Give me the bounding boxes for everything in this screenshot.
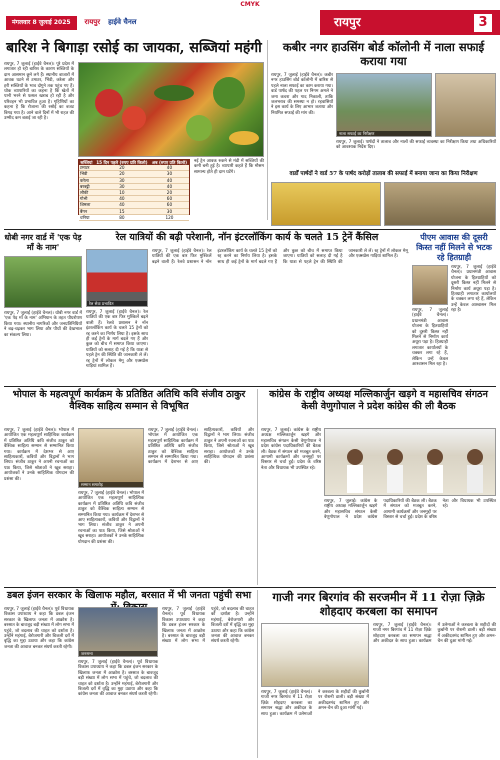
- double-engine-headline: डबल इंजन सरकार के खिलाफ महौल, बरसात में भी जनता पहुंची सभा: [6, 590, 252, 601]
- ghazi-headline: गाजी नगर बिरगांव की सरजमीन में 11 रोज़ा ज़िक्रे शोहदाए करबला का समापन: [272, 590, 485, 618]
- price-table: [79, 160, 189, 221]
- table-cell: 40: [150, 177, 189, 183]
- bhopal-body-2: रायपुर, 7 जुलाई (हाईवे चैनल)। भोपाल में आयोजित एक महत्वपूर्ण साहित्यिक कार्यक्रम में प्रतिष्ठित अतिथि कवि संजीव ठाकुर को वैश्विक साहित्य सम्मान से सम्मानित किया गया। कार्यक्रम में देशभर से आए साहित्यकारों, कवियों और विद्वानों ने भाग लिया। संजीव ठाकुर ने अपनी रचनाओं का पाठ किया, जिसे श्रोताओं ने खूब सराहा। आयोजकों ने उनके साहित्यिक योगदान की प्रशंसा की।: [148, 428, 254, 466]
- kabir-body-2: रायपुर, 7 जुलाई। पार्षदों ने तालाब और नालों की सफाई व्यवस्था का निरीक्षण किया तथा अधिकारियों को आवश्यक निर्देश दिए।: [336, 140, 496, 151]
- ghazi-photo: [261, 623, 369, 687]
- edition-city: रायपुर: [84, 17, 101, 26]
- table-row: [79, 214, 189, 220]
- table-cell: बरबट्टी: [79, 183, 94, 189]
- congress-headline: कांग्रेस के राष्ट्रीय अध्यक्ष मल्लिकार्जुन खड़गे व महासचिव संगठन केसी वेणुगोपाल ने प्रदेश कांग्रेस की ली बैठक: [269, 389, 488, 412]
- bhopal-body-3: रायपुर, 7 जुलाई (हाईवे चैनल)। भोपाल में आयोजित एक महत्वपूर्ण साहित्यिक कार्यक्रम में प्रतिष्ठित अतिथि कवि संजीव ठाकुर को वैश्विक साहित्य सम्मान से सम्मानित किया गया। कार्यक्रम में देशभर से आए साहित्यकारों, कवियों और विद्वानों ने भाग लिया। संजीव ठाकुर ने अपनी रचनाओं का पाठ किया, जिसे श्रोताओं ने खूब सराहा। आयोजकों ने उनके साहित्यिक योगदान की प्रशंसा की।: [78, 491, 144, 545]
- train-photo: [86, 249, 148, 307]
- dhobi-headline: धोबी नगर वार्ड में 'एक पेड़ माँ के नाम': [4, 232, 82, 252]
- table-cell: 10: [94, 190, 150, 196]
- issue-date: मंगलवार 8 जुलाई 2025: [6, 16, 77, 30]
- vegetable-price-table: [78, 159, 190, 220]
- newspaper-logo: [108, 17, 137, 26]
- logo-part-1: हाईवे: [108, 17, 121, 26]
- bhopal-photo-caption: सम्मान समारोह: [79, 482, 143, 487]
- table-cell: भिंडी: [79, 171, 94, 177]
- double-engine-photo: [78, 607, 158, 657]
- vegetables-photo: [78, 62, 264, 157]
- section-rule-2: [4, 386, 496, 387]
- table-cell: 30: [94, 177, 150, 183]
- table-header-cell: 15 दिन पहले (रुपए प्रति किलो): [94, 160, 150, 165]
- page-number: 3: [474, 14, 492, 32]
- pm-headline: पीएम आवास की दूसरी किस्त नहीं मिलने से भटक रहे हितग्राही: [416, 232, 492, 262]
- table-cell: 40: [150, 165, 189, 171]
- masthead-left: [0, 10, 320, 35]
- congress-body-2: रायपुर, 7 जुलाई। कांग्रेस के राष्ट्रीय अध्यक्ष मल्लिकार्जुन खड़गे और महासचिव संगठन केसी वेणुगोपाल ने प्रदेश कांग्रेस पदाधिकारियों की बैठक ली। बैठक में संगठन को मजबूत करने, आगामी कार्यक्रमों और जनमुद्दों पर विस्तार से चर्चा हुई। प्रदेश के वरिष्ठ नेता और विधायक भी उपस्थित रहे।: [324, 499, 496, 521]
- ghazi-body-2: रायपुर, 7 जुलाई (हाईवे चैनल)। गाजी नगर बिरगांव में 11 रोज़ा ज़िक्रे शोहदाए करबला का समापन श्रद्धा और अकीदत के साथ हुआ। कार्यक्रम में उलेमाओं ने करबला के शहीदों की कुर्बानी पर रोशनी डाली। बड़ी संख्या में अकीदतमंद शामिल हुए और अमन-चैन की दुआ मांगी गई।: [261, 690, 369, 717]
- table-cell: 60: [150, 202, 189, 208]
- table-cell: 20: [94, 171, 150, 177]
- column-divider-3: [257, 590, 258, 758]
- pm-body-2: रायपुर, 7 जुलाई (हाईवे चैनल)। प्रधानमंत्री आवास योजना के हितग्राहियों को दूसरी किस्त नहीं मिलने से निर्माण कार्य अधूरा पड़ा है। हितग्राही लगातार कार्यालयों के चक्कर लगा रहे हैं, लेकिन उन्हें केवल आश्वासन मिल रहा है।: [412, 308, 448, 368]
- bhopal-headline: भोपाल के महत्वपूर्ण कार्यक्रम के प्रतिष्ठित अतिथि कवि संजीव ठाकुर वैश्विक साहित्य सम्मान से विभूषित: [12, 389, 246, 412]
- kabir-headline: कबीर नगर हाउसिंग बोर्ड कॉलोनी में नाला सफाई कराया गया: [282, 40, 485, 68]
- kabir-subheadline: वार्डों पार्षदों ने वार्ड 57 के पार्षद करोड़ों तालाब की सफाई में बनाया जाना का किया निरीक्षण: [289, 171, 478, 177]
- councillor-photo: [271, 182, 381, 226]
- table-cell: 60: [150, 196, 189, 202]
- rail-body-left: रायपुर, 7 जुलाई (हाईवे चैनल)। रेल यात्रियों की एक बार फिर मुश्किलें बढ़ने वाली हैं। रेलवे प्रशासन ने नॉन इंटरलॉकिंग कार्य के चलते 15 ट्रेनों को रद्द करने का निर्णय लिया है। इसके साथ ही कई ट्रेनों के मार्ग बदले गए हैं और कुछ को बीच में समाप्त किया जाएगा। यात्रियों को सलाह दी गई है कि यात्रा से पहले ट्रेन की स्थिति की जानकारी ले लें। रद्द ट्रेनों में लोकल मेमू और एक्सप्रेस गाड़ियां शामिल हैं।: [86, 310, 148, 370]
- kabir-photo: [336, 73, 432, 137]
- rail-body: रायपुर, 7 जुलाई (हाईवे चैनल)। रेल यात्रियों की एक बार फिर मुश्किलें बढ़ने वाली हैं। रेलवे प्रशासन ने नॉन इंटरलॉकिंग कार्य के चलते 15 ट्रेनों को रद्द करने का निर्णय लिया है। इसके साथ ही कई ट्रेनों के मार्ग बदले गए हैं और कुछ को बीच में समाप्त किया जाएगा। यात्रियों को सलाह दी गई है कि यात्रा से पहले ट्रेन की स्थिति की जानकारी ले लें। रद्द ट्रेनों में लोकल मेमू और एक्सप्रेस गाड़ियां शामिल हैं।: [152, 249, 408, 265]
- table-cell: 80: [94, 214, 150, 220]
- table-cell: गोभी: [79, 196, 94, 202]
- table-cell: 40: [94, 202, 150, 208]
- table-header-cell: सब्जियां: [80, 160, 93, 165]
- double-engine-photo-caption: जनसभा: [79, 651, 157, 656]
- table-cell: 15: [94, 208, 150, 214]
- kabir-photo-2: [435, 73, 496, 137]
- double-engine-body-2: रायपुर, 7 जुलाई (हाईवे चैनल)। पूर्व विधायक विकास उपाध्याय ने कहा कि डबल इंजन सरकार के खिलाफ जनता में आक्रोश है। बरसात के बावजूद बड़ी संख्या में लोग सभा में पहुंचे, जो बदलाव की चाहत को दर्शाता है। उन्होंने महंगाई, बेरोजगारी और बिजली दरों में वृद्धि का मुद्दा उठाया और कहा कि कांग्रेस जनता की आवाज बनकर संघर्ष करती रहेगी।: [162, 607, 254, 645]
- vegetables-photo-art: [79, 63, 265, 158]
- section-title: रायपुर: [334, 14, 361, 29]
- pond-photo: [384, 182, 496, 226]
- dhobi-body: रायपुर, 7 जुलाई (हाईवे चैनल)। धोबी नगर वार्ड में 'एक पेड़ माँ के नाम' अभियान के तहत पौधरोपण किया गया। स्थानीय नागरिकों और जनप्रतिनिधियों ने बढ़-चढ़कर भाग लिया और पौधों की देखभाल का संकल्प लिया।: [4, 311, 82, 338]
- table-cell: 40: [94, 196, 150, 202]
- column-divider-2: [257, 389, 258, 585]
- table-cell: 20: [150, 190, 189, 196]
- section-rule-3: [4, 587, 496, 588]
- table-cell: टमाटर: [79, 165, 94, 171]
- rail-headline: रेल यात्रियों की बढ़ी परेशानी, नॉन इंटरलॉकिंग कार्य के चलते 15 ट्रेनें कैंसिल: [115, 232, 379, 243]
- section-banner: [320, 10, 500, 35]
- masthead: [0, 10, 500, 35]
- double-engine-body: रायपुर, 7 जुलाई (हाईवे चैनल)। पूर्व विधायक विकास उपाध्याय ने कहा कि डबल इंजन सरकार के खिलाफ जनता में आक्रोश है। बरसात के बावजूद बड़ी संख्या में लोग सभा में पहुंचे, जो बदलाव की चाहत को दर्शाता है। उन्होंने महंगाई, बेरोजगारी और बिजली दरों में वृद्धि का मुद्दा उठाया और कहा कि कांग्रेस जनता की आवाज बनकर संघर्ष करती रहेगी।: [4, 607, 74, 650]
- congress-body: रायपुर, 7 जुलाई। कांग्रेस के राष्ट्रीय अध्यक्ष मल्लिकार्जुन खड़गे और महासचिव संगठन केसी वेणुगोपाल ने प्रदेश कांग्रेस पदाधिकारियों की बैठक ली। बैठक में संगठन को मजबूत करने, आगामी कार्यक्रमों और जनमुद्दों पर विस्तार से चर्चा हुई। प्रदेश के वरिष्ठ नेता और विधायक भी उपस्थित रहे।: [261, 428, 321, 471]
- kabir-body: रायपुर, 7 जुलाई (हाईवे चैनल)। कबीर नगर हाउसिंग बोर्ड कॉलोनी में बारिश से पहले नाला सफाई का काम कराया गया। वार्ड पार्षद की पहल पर निगम अमले ने जमा कचरा और गाद निकाली, ताकि जलभराव की समस्या न हो। रहवासियों ने इस कार्य के लिए आभार जताया और नियमित सफाई की मांग की।: [271, 73, 333, 116]
- pm-photo: [412, 265, 448, 305]
- bhopal-photo: [78, 428, 144, 488]
- double-engine-body-3: रायपुर, 7 जुलाई (हाईवे चैनल)। पूर्व विधायक विकास उपाध्याय ने कहा कि डबल इंजन सरकार के खिलाफ जनता में आक्रोश है। बरसात के बावजूद बड़ी संख्या में लोग सभा में पहुंचे, जो बदलाव की चाहत को दर्शाता है। उन्होंने महंगाई, बेरोजगारी और बिजली दरों में वृद्धि का मुद्दा उठाया और कहा कि कांग्रेस जनता की आवाज बनकर संघर्ष करती रहेगी।: [78, 660, 158, 698]
- bhopal-body: रायपुर, 7 जुलाई (हाईवे चैनल)। भोपाल में आयोजित एक महत्वपूर्ण साहित्यिक कार्यक्रम में प्रतिष्ठित अतिथि कवि संजीव ठाकुर को वैश्विक साहित्य सम्मान से सम्मानित किया गया। कार्यक्रम में देशभर से आए साहित्यकारों, कवियों और विद्वानों ने भाग लिया। संजीव ठाकुर ने अपनी रचनाओं का पाठ किया, जिसे श्रोताओं ने खूब सराहा। आयोजकों ने उनके साहित्यिक योगदान की प्रशंसा की।: [4, 428, 74, 482]
- table-cell: 30: [150, 171, 189, 177]
- table-cell: लौकी: [79, 190, 94, 196]
- kabir-photo-caption: नाला सफाई का निरीक्षण: [337, 131, 431, 136]
- congress-photo-art: [325, 429, 497, 497]
- table-cell: 120: [150, 214, 189, 220]
- congress-photo: [324, 428, 496, 496]
- logo-part-2: चैनल: [123, 17, 137, 26]
- dhobi-photo: [4, 256, 82, 308]
- table-cell: धनिया: [79, 214, 94, 220]
- table-cell: 20: [94, 165, 150, 171]
- vegetables-headline: बारिश ने बिगाड़ा रसोई का जायका, सब्जियां महंगी: [6, 40, 262, 56]
- print-color-mark: CMYK: [240, 1, 260, 8]
- table-cell: 30: [150, 208, 189, 214]
- pm-body: रायपुर, 7 जुलाई (हाईवे चैनल)। प्रधानमंत्री आवास योजना के हितग्राहियों को दूसरी किस्त नहीं मिलने से निर्माण कार्य अधूरा पड़ा है। हितग्राही लगातार कार्यालयों के चक्कर लगा रहे हैं, लेकिन उन्हें केवल आश्वासन मिल रहा है।: [451, 265, 496, 314]
- table-cell: करेला: [79, 177, 94, 183]
- table-cell: शिमला: [79, 202, 94, 208]
- column-divider: [267, 40, 268, 220]
- table-header-cell: अब (रुपए प्रति किलो): [151, 160, 187, 165]
- vegetables-body: रायपुर, 7 जुलाई (हाईवे चैनल)। पूरे प्रदेश में लगातार हो रही बारिश के कारण सब्जियों के दाम आसमान छूने लगे हैं। स्थानीय बाजारों में आवक घटने से टमाटर, भिंडी, करेला और हरी सब्जियों के भाव दोगुने तक पहुंच गए हैं। थोक व्यापारियों का कहना है कि खेतों में पानी भरने से फसल खराब हो रही है और परिवहन भी प्रभावित हुआ है। गृहिणियों का कहना है कि रोजाना की रसोई का बजट बिगड़ गया है। आने वाले दिनों में भी राहत की उम्मीद कम बताई जा रही है।: [4, 62, 74, 122]
- table-cell: बैंगन: [79, 208, 94, 214]
- table-cell: 30: [94, 183, 150, 189]
- train-photo-caption: रेल सेवा प्रभावित: [87, 301, 147, 306]
- section-rule: [4, 229, 496, 230]
- vegetables-body-2: नई ट्रेन आवक रुकने से मंडी में सब्जियों की कमी बनी हुई है। व्यापारी कहते हैं कि मौसम सामान्य होते ही दाम घटेंगे।: [194, 159, 264, 175]
- ghazi-body: रायपुर, 7 जुलाई (हाईवे चैनल)। गाजी नगर बिरगांव में 11 रोज़ा ज़िक्रे शोहदाए करबला का समापन श्रद्धा और अकीदत के साथ हुआ। कार्यक्रम में उलेमाओं ने करबला के शहीदों की कुर्बानी पर रोशनी डाली। बड़ी संख्या में अकीदतमंद शामिल हुए और अमन-चैन की दुआ मांगी गई।: [373, 623, 496, 645]
- table-cell: 40: [150, 183, 189, 189]
